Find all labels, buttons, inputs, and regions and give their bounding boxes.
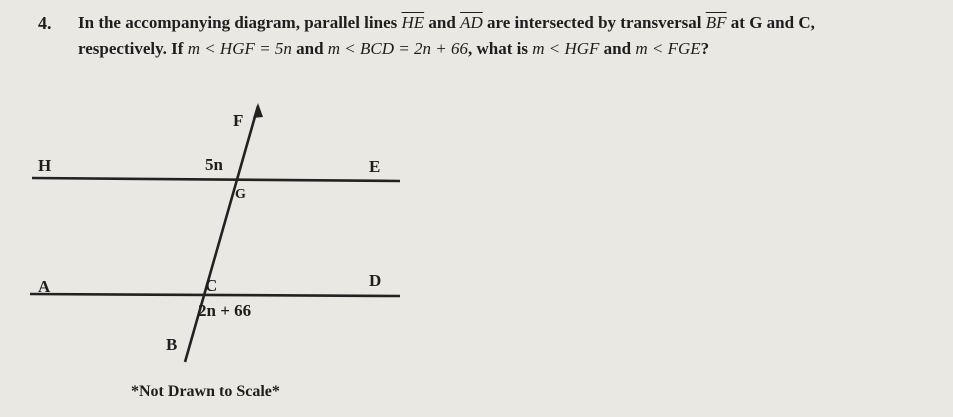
question-text: and [424,13,461,32]
label-angle-5n: 5n [205,155,223,174]
label-d: D [369,271,382,290]
line-he [32,178,400,181]
expr-hgf: m < HGF = 5n [187,39,292,58]
question-text: respectively. If [78,39,188,58]
label-g: G [235,187,246,202]
question-text: , what is [467,39,533,58]
question-text: In the accompanying diagram, parallel lines [78,13,402,32]
question-text: ? [700,39,710,58]
question-text: and [291,39,328,58]
scale-note: *Not Drawn to Scale* [131,383,280,400]
label-a: A [38,277,51,296]
label-c: C [205,276,218,295]
label-b: B [166,335,178,354]
label-h: H [38,156,52,175]
arrowhead-f [253,103,263,118]
label-f: F [233,111,244,130]
label-e: E [369,157,381,176]
expr-fge-ask: m < FGE [635,39,701,58]
question-text: and [599,39,636,58]
expr-hgf-ask: m < HGF [532,39,600,58]
segment-ad: $\overline{AD}$ [460,13,483,32]
question-text: at G and C, [726,13,815,32]
transversal-bf [185,106,258,362]
segment-bf: $\overline{BF}$ [705,13,727,32]
question-number: 4. [38,13,52,33]
label-angle-2n-66: 2n + 66 [198,301,252,320]
question-text: are intersected by transversal [482,13,706,32]
segment-he: $\overline{HE}$ [401,13,425,32]
expr-bcd: m < BCD = 2n + 66 [327,39,468,58]
